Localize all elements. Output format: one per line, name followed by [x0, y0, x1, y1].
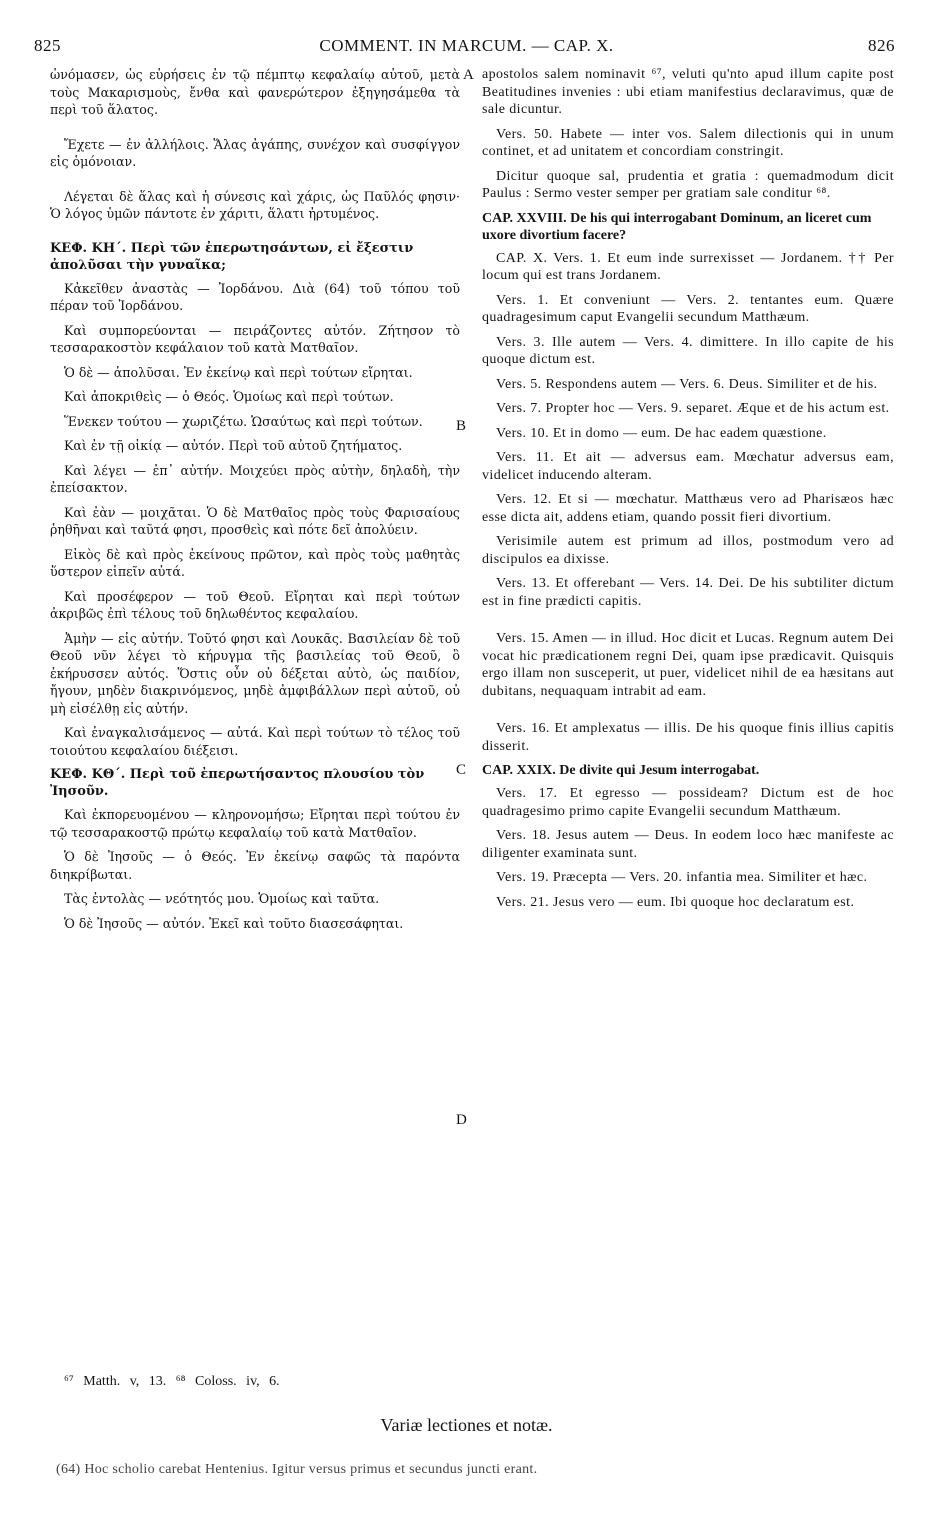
- greek-paragraph: Καὶ ἐν τῇ οἰκίᾳ — αὐτόν. Περὶ τοῦ αὐτοῦ ζητήματος.: [64, 438, 403, 453]
- greek-paragraph: Ὁ δὲ — ἀπολῦσαι. Ἐν ἐκείνῳ καὶ περὶ τούτων εἴρηται.: [64, 364, 413, 380]
- margin-marker-d: D: [456, 1112, 467, 1128]
- greek-paragraph: Καὶ ἐὰν — μοιχᾶται. Ὁ δὲ Ματθαῖος πρὸς τοὺς Φαρισαίους ῥηθῆναι καὶ ταῦτά φησι, προσθεὶς καὶ πότε δεῖ ἀπολύειν.: [50, 504, 460, 537]
- latin-paragraph: Vers. 7. Propter hoc — Vers. 9. separet. Æque et de his actum est.: [496, 401, 890, 416]
- latin-paragraph: Vers. 11. Et ait — adversus eam. Mœchatur adversus eam, videlicet inducendo alteram.: [482, 450, 894, 483]
- greek-paragraph: Τὰς ἐντολὰς — νεότητός μου. Ὁμοίως καὶ ταῦτα.: [64, 891, 380, 906]
- latin-paragraph: Vers. 12. Et si — mœchatur. Matthæus vero ad Pharisæos hæc esse dicta ait, addens etiam, quando possit fieri divortium.: [482, 492, 894, 525]
- latin-chapter-heading: CAP. XXVIII. De his qui interrogabant Dominum, an liceret cum uxore divortium facere?: [482, 210, 872, 243]
- running-header: [0, 36, 933, 58]
- latin-paragraph: Verisimile autem est primum ad illos, postmodum vero ad discipulos ea dixisse.: [482, 534, 894, 567]
- greek-paragraph: Λέγεται δὲ ἅλας καὶ ἡ σύνεσις καὶ χάρις, ὡς Παῦλός φησιν· Ὁ λόγος ὑμῶν πάντοτε ἐν χάριτι, ἅλατι ἠρτυμένος.: [50, 188, 460, 221]
- greek-paragraph: Ἕνεκεν τούτου — χωριζέτω. Ὡσαύτως καὶ περὶ τούτων.: [64, 413, 423, 429]
- greek-paragraph: Ἀμὴν — εἰς αὐτήν. Τοῦτό φησι καὶ Λουκᾶς. Βασιλείαν δὲ τοῦ Θεοῦ νῦν λέγει τὸ κήρυγμα τῆς βασιλείας τοῦ Θεοῦ, ὃ ἐκήρυσσεν αὐτός. Ὅστις οὖν οὐ δέξεται αὐτὸ, ὡς παιδίον, ἤγουν, μηδὲν διακρινόμενος, μηδὲ ἀμφιβάλλων περὶ αὐτοῦ, οὐ μὴ εἰσέλθῃ εἰς αὐτήν.: [50, 630, 460, 716]
- page-number-right: 826: [868, 36, 895, 55]
- latin-paragraph: Vers. 15. Amen — in illud. Hoc dicit et Lucas. Regnum autem Dei vocat hic prædicationem regni Dei, quam ipse prædicavit. Quisquis ergo illam non susceperit, ut puer, videlicet nihil de ea hæsitans aut dubitans, nequaquam intrabit ad eam.: [482, 631, 894, 699]
- greek-chapter-heading: ΚΕΦ. ΚΗ΄. Περὶ τῶν ἐπερωτησάντων, εἰ ἔξεστιν ἀπολῦσαι τὴν γυναῖκα;: [50, 240, 414, 273]
- margin-marker-b: B: [456, 418, 467, 434]
- greek-paragraph: Ὁ δὲ Ἰησοῦς — ὁ Θεός. Ἐν ἐκείνῳ σαφῶς τὰ παρόντα διηκρίβωται.: [50, 849, 460, 882]
- latin-paragraph: CAP. X. Vers. 1. Et eum inde surrexisset — Jordanem. †† Per locum qui est trans Jordanem.: [482, 250, 894, 283]
- footnotes: ⁶⁷ Matth. v, 13. ⁶⁸ Coloss. iv, 6.: [64, 1374, 280, 1389]
- greek-paragraph: Καὶ ἐναγκαλισάμενος — αὐτά. Καὶ περὶ τούτων τὸ τέλος τοῦ τοιούτου κεφαλαίου διέξεισι.: [50, 725, 460, 758]
- greek-paragraph: Καὶ ἐκπορευομένου — κληρονομήσω; Εἴρηται περὶ τούτου ἐν τῷ τεσσαρακοστῷ πρώτῳ κεφαλαίῳ τοῦ κατὰ Ματθαῖον.: [50, 807, 460, 840]
- latin-paragraph: apostolos salem nominavit ⁶⁷, veluti qu'nto apud illum capite post Beatitudines invenies : ubi etiam manifestius declaravimus, quæ de sale dicuntur.: [482, 67, 894, 117]
- greek-paragraph: Κἀκεῖθεν ἀναστὰς — Ἰορδάνου. Διὰ (64) τοῦ τόπου τοῦ πέραν τοῦ Ἰορδάνου.: [50, 280, 460, 313]
- running-title: COMMENT. IN MARCUM. — CAP. X.: [319, 36, 614, 55]
- greek-paragraph: ὠνόμασεν, ὡς εὑρήσεις ἐν τῷ πέμπτῳ κεφαλαίῳ αὐτοῦ, μετὰ τοὺς Μακαρισμοὺς, ἔνθα καὶ φανερώτερον ἐξηγησάμεθα τὰ περὶ τοῦ ἅλατος.: [50, 67, 460, 117]
- latin-paragraph: Vers. 1. Et conveniunt — Vers. 2. tentantes eum. Quære quadragesimum caput Evangelii secundum Matthæum.: [482, 292, 894, 325]
- latin-paragraph: Vers. 19. Præcepta — Vers. 20. infantia mea. Similiter et hæc.: [496, 870, 868, 885]
- latin-paragraph: Vers. 21. Jesus vero — eum. Ibi quoque hoc declaratum est.: [496, 894, 855, 910]
- variae-lectiones-note: (64) Hoc scholio carebat Hentenius. Igitur versus primus et secundus juncti erant.: [56, 1462, 538, 1477]
- latin-paragraph: Dicitur quoque sal, prudentia et gratia : quemadmodum dicit Paulus : Sermo vester semper per gratiam sale conditur ⁶⁸.: [482, 168, 894, 201]
- latin-chapter-heading: CAP. XXIX. De divite qui Jesum interrogabat.: [482, 763, 760, 778]
- greek-paragraph: Καὶ συμπορεύονται — πειράζοντες αὐτόν. Ζήτησον τὸ τεσσαρακοστὸν κεφάλαιον τοῦ κατὰ Ματθαῖον.: [50, 322, 460, 355]
- greek-paragraph: Καὶ λέγει — ἐπ᾽ αὐτήν. Μοιχεύει πρὸς αὐτὴν, δηλαδὴ, τὴν ἐπείσακτον.: [50, 462, 460, 495]
- margin-marker-c: C: [456, 762, 467, 778]
- latin-paragraph: Vers. 17. Et egresso — possideam? Dictum est de hoc quadragesimo primo capite Evangelii secundum Matthæum.: [482, 786, 894, 819]
- greek-column: [50, 66, 460, 939]
- latin-column: [482, 66, 894, 918]
- greek-paragraph: Ἔχετε — ἐν ἀλλήλοις. Ἅλας ἀγάπης, συνέχον καὶ συσφίγγον εἰς ὁμόνοιαν.: [50, 136, 460, 169]
- page-number-left: 825: [34, 36, 61, 55]
- greek-chapter-heading: ΚΕΦ. ΚΘ΄. Περὶ τοῦ ἐπερωτήσαντος πλουσίου τὸν Ἰησοῦν.: [50, 767, 425, 799]
- latin-paragraph: Vers. 5. Respondens autem — Vers. 6. Deus. Similiter et de his.: [496, 376, 878, 392]
- latin-paragraph: Vers. 10. Et in domo — eum. De hac eadem quæstione.: [496, 425, 827, 441]
- latin-paragraph: Vers. 50. Habete — inter vos. Salem dilectionis qui in unum continet, et ad unitatem et concordiam constringit.: [482, 126, 894, 159]
- greek-paragraph: Καὶ ἀποκριθεὶς — ὁ Θεός. Ὁμοίως καὶ περὶ τούτων.: [64, 389, 394, 404]
- greek-paragraph: Καὶ προσέφερον — τοῦ Θεοῦ. Εἴρηται καὶ περὶ τούτων ἀκριβῶς ἐπὶ τέλους τοῦ δηλωθέντος κεφαλαίου.: [50, 588, 460, 621]
- latin-paragraph: Vers. 18. Jesus autem — Deus. In eodem loco hæc manifeste ac diligenter examinata sunt.: [482, 828, 894, 861]
- variae-lectiones-heading: Variæ lectiones et notæ.: [380, 1415, 553, 1435]
- latin-paragraph: Vers. 3. Ille autem — Vers. 4. dimittere. In illo capite de his quoque dictum est.: [482, 334, 894, 367]
- margin-marker-a: A: [463, 67, 474, 83]
- latin-paragraph: Vers. 16. Et amplexatus — illis. De his quoque finis illius capitis disserit.: [482, 721, 894, 754]
- latin-paragraph: Vers. 13. Et offerebant — Vers. 14. Dei. De his subtiliter dictum est in fine prædicti capitis.: [482, 576, 894, 609]
- greek-paragraph: Εἰκὸς δὲ καὶ πρὸς ἐκείνους πρῶτον, καὶ πρὸς τοὺς μαθητὰς ὕστερον εἰπεῖν αὐτά.: [50, 546, 460, 579]
- greek-paragraph: Ὁ δὲ Ἰησοῦς — αὐτόν. Ἐκεῖ καὶ τοῦτο διασεσάφηται.: [64, 915, 404, 931]
